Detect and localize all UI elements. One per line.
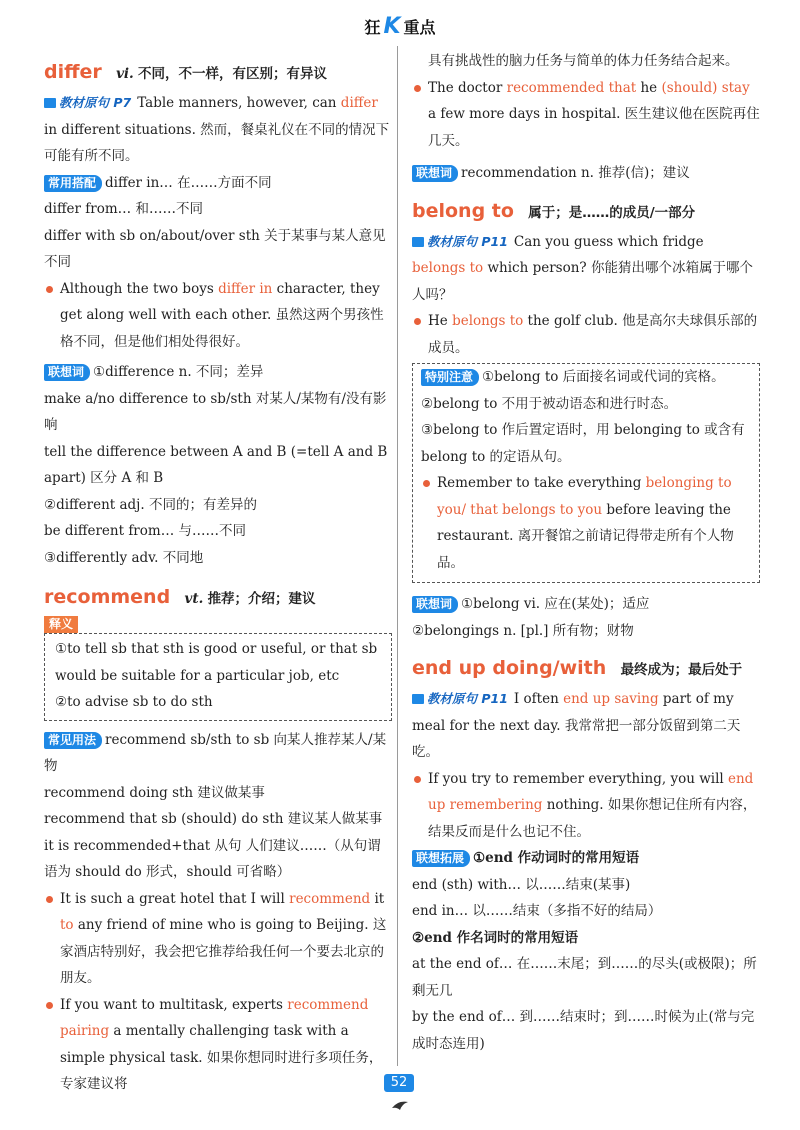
pos: vt. (184, 591, 204, 607)
related-words: 联想词 ①belong vi. 应在(某处)；适应 ②belongings n. [pl.] 所有物；财物 (412, 596, 650, 639)
source-tag: 教材原句 P11 (412, 690, 508, 708)
example-sentence: Although the two boys differ in character, they get along well with each other. 虽然这两个男孩性格不同，但是他们相处得很好。 (44, 276, 392, 356)
continued-text: 具有挑战性的脑力任务与简单的体力任务结合起来。 (428, 53, 739, 69)
related-words: 联想词 ①difference n. 不同；差异 make a/no difference to sb/sth 对某人/某物有/没有影响 tell the difference between A and B (=tell A and B apart) 区分 A 和 B ②different adj. 不同的；有差异的 be different from… 与……不同 ③differently adv. 不同地 (44, 364, 388, 566)
headword-recommend: recommend (44, 586, 171, 608)
example-sentence: If you try to remember everything, you will end up remembering nothing. 如果你想记住所有内容，结果反而是什么也记不住。 (412, 766, 760, 846)
special-note-box: 特别注意 ①belong to 后面接名词或代词的宾格。 ②belong to 不用于被动语态和进行时态。 ③belong to 作后置定语时，用 belonging to 或含有 belong to 的定语从句。 Remember to take everything belonging to you/ that belongs to you before leaving the restaurant. 离开餐馆之前请记得带走所有个人物品。 (412, 363, 760, 583)
header-pre: 狂 (364, 18, 381, 37)
source-tag: 教材原句 P11 (412, 233, 508, 251)
example-sentence: It is such a great hotel that I will recommend it to any friend of mine who is going to Beijing. 这家酒店特别好，我会把它推荐给我任何一个要去北京的朋友。 (44, 886, 392, 992)
textbook-sentence: 教材原句 P11 Can you guess which fridge belongs to which person? 你能猜出哪个冰箱属于哪个人吗？ (412, 233, 753, 303)
headword-end-up: end up doing/with (412, 657, 607, 679)
collocation-tag: 常用搭配 (44, 175, 102, 192)
page-number: 52 (384, 1074, 414, 1092)
left-column (44, 52, 392, 1098)
meaning: 不同，不一样，有区别；有异议 (138, 66, 328, 82)
related-words: 联想词 recommendation n. 推荐(信)；建议 (412, 160, 760, 187)
related-tag: 联想词 (44, 364, 90, 381)
extension-list: 联想拓展 ①end 作动词时的常用短语 end (sth) with… 以……结束(某事) end in… 以……结束（多指不好的结局） ②end 作名词时的常用短语 at the end of… 在……末尾；到……的尽头(或极限)；所剩无几 by the end of… 到……结束时；到……时候为止(常与完成时态连用) (412, 850, 757, 1052)
bird-logo-icon (390, 1098, 410, 1112)
entry-recommend-head (44, 581, 392, 615)
usage-list: 常见用法 recommend sb/sth to sb 向某人推荐某人/某物 recommend doing sth 建议做某事 recommend that sb (should) do sth 建议某人做某事 it is recommended+that 从句 人们建议……（从句谓语为 should do 形式，should 可省略） (44, 731, 387, 880)
meaning: 属于；是……的成员/一部分 (528, 204, 696, 221)
book-icon (44, 98, 56, 108)
entry-differ-head (44, 56, 392, 90)
header-k-logo: K (383, 14, 401, 39)
note-tag: 特别注意 (421, 369, 479, 386)
entry-belong-head (412, 195, 760, 229)
meaning: 最终成为；最后处于 (620, 662, 743, 678)
example-sentence: The doctor recommended that he (should) stay a few more days in hospital. 医生建议他在医院再住几天。 (412, 75, 760, 155)
extension-tag: 联想拓展 (412, 850, 470, 867)
book-icon (412, 694, 424, 704)
source-tag: 教材原句 P7 (44, 94, 131, 112)
usage-tag: 常见用法 (44, 732, 102, 749)
headword-belong-to: belong to (412, 199, 514, 222)
related-tag: 联想词 (412, 596, 458, 613)
collocation-list: 常用搭配 differ in… 在……方面不同 differ from… 和……不同 differ with sb on/about/over sth 关于某事与某人意见不同 (44, 174, 386, 270)
example-sentence: Remember to take everything belonging to you/ that belongs to you before leaving the restaurant. 离开餐馆之前请记得带走所有个人物品。 (421, 470, 751, 576)
related-tag: 联想词 (412, 165, 458, 182)
book-icon (412, 237, 424, 247)
definition-tag: 释义 (44, 616, 78, 633)
entry-endup-head (412, 652, 760, 686)
textbook-sentence: 教材原句 P7 Table manners, however, can differ in different situations. 然而，餐桌礼仪在不同的情况下可能有所不同。 (44, 95, 390, 164)
column-divider (397, 46, 398, 1066)
textbook-sentence: 教材原句 P11 I often end up saving part of my meal for the next day. 我常常把一部分饭留到第二天吃。 (412, 691, 741, 760)
page-header (0, 14, 800, 39)
pos: vi. (116, 66, 134, 82)
header-post: 重点 (403, 18, 436, 37)
definition-label-row (44, 615, 392, 633)
headword-differ: differ (44, 61, 102, 83)
meaning: 推荐；介绍；建议 (207, 591, 316, 607)
example-sentence: If you want to multitask, experts recommend pairing a mentally challenging task with a simple physical task. 如果你想同时进行多项任务，专家建议将 (44, 992, 392, 1098)
example-sentence: He belongs to the golf club. 他是高尔夫球俱乐部的成员。 (412, 308, 760, 361)
definition-box: ①to tell sb that sth is good or useful, or that sb would be suitable for a particular job, etc ②to advise sb to do sth (44, 633, 392, 721)
right-column (412, 48, 760, 1057)
